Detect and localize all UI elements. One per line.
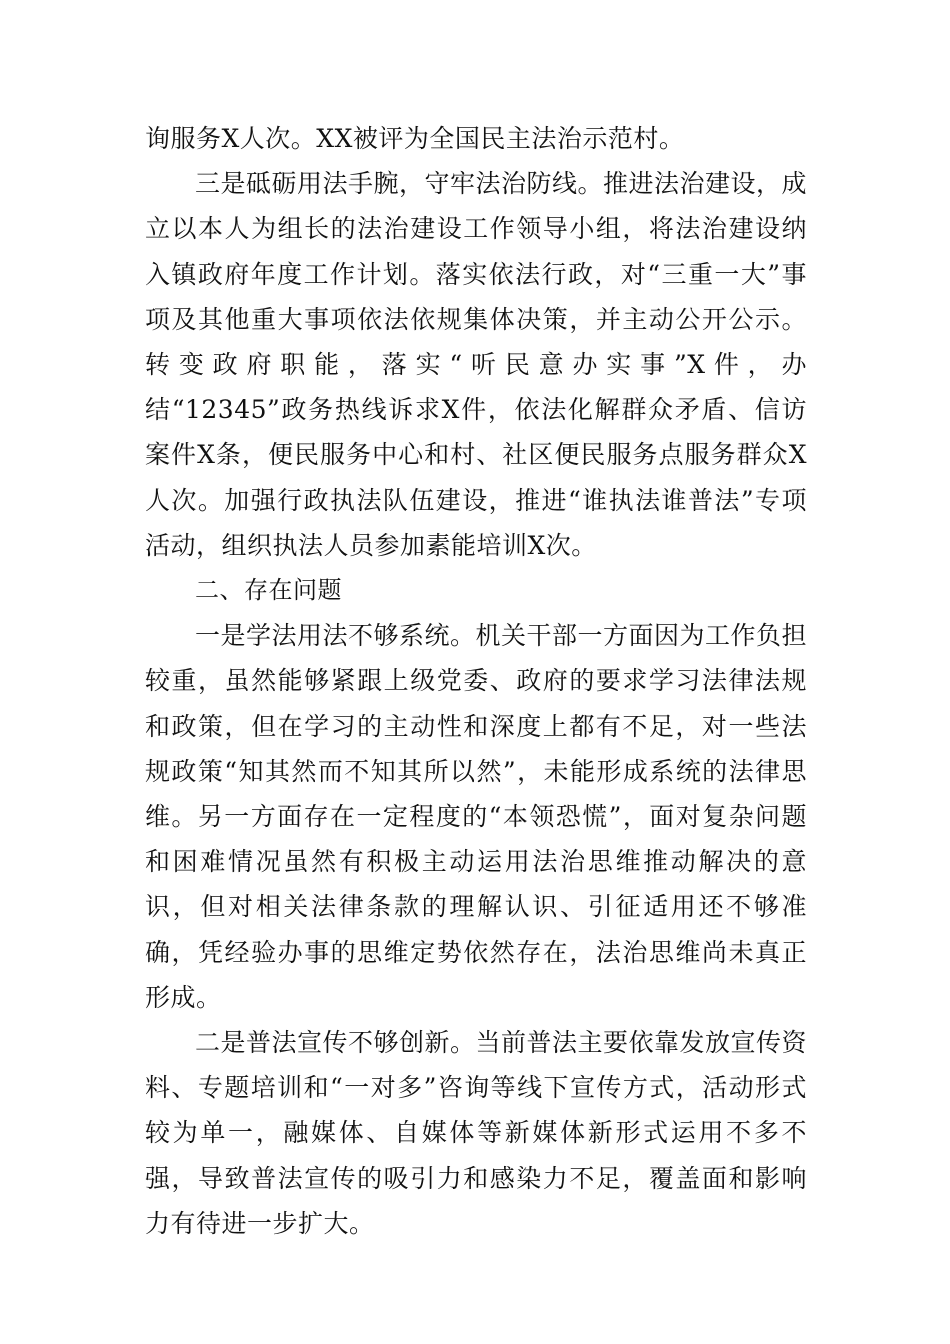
paragraph-rule-of-law-construction: 三是砥砺用法手腕，守牢法治防线。推进法治建设，成立以本人为组长的法治建设工作领导小组，将法治建设纳入镇政府年度工作计划。落实依法行政，对“三重一大”事项及其他重大事项依法依规集体决策，并主动公开公示。转变政府职能，落实“听民意办实事”X件，办结“12345”政务热线诉求X件，依法化解群众矛盾、信访案件X条，便民服务中心和村、社区便民服务点服务群众X人次。加强行政执法队伍建设，推进“谁执法谁普法”专项活动，组织执法人员参加素能培训X次。 — [145, 169, 808, 560]
paragraph-continuation: 询服务X人次。XX被评为全国民主法治示范村。 — [145, 124, 685, 153]
section-heading-existing-problems: 二、存在问题 — [195, 576, 342, 605]
paragraph-law-study-not-systematic: 一是学法用法不够系统。机关干部一方面因为工作负担较重，虽然能够紧跟上级党委、政府的要求学习法律法规和政策，但在学习的主动性和深度上都有不足，对一些法规政策“知其然而不知其所以然”，未能形成系统的法律思维。另一方面存在一定程度的“本领恐慌”，面对复杂问题和困难情况虽然有积极主动运用法治思维推动解决的意识，但对相关法律条款的理解认识、引征适用还不够准确，凭经验办事的思维定势依然存在，法治思维尚未真正形成。 — [145, 621, 808, 1012]
paragraph-publicity-not-innovative: 二是普法宣传不够创新。当前普法主要依靠发放宣传资料、专题培训和“一对多”咨询等线下宣传方式，活动形式较为单一，融媒体、自媒体等新媒体新形式运用不多不强，导致普法宣传的吸引力和感染力不足，覆盖面和影响力有待进一步扩大。 — [145, 1028, 808, 1238]
document-body — [145, 116, 807, 1246]
